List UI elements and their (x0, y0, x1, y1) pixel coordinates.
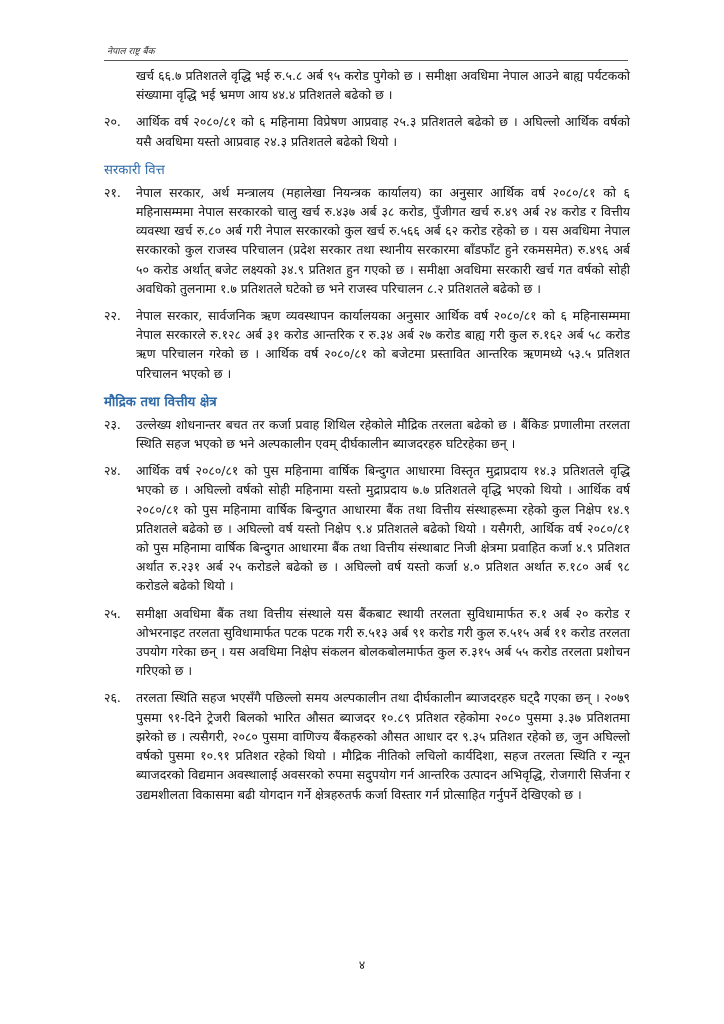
paragraph-23 (104, 415, 630, 453)
page-number: ४ (358, 958, 366, 972)
paragraph-25 (104, 604, 630, 681)
paragraph-26 (104, 688, 630, 803)
header-rule (104, 60, 628, 61)
paragraph-21 (104, 183, 630, 298)
paragraph-text: आर्थिक वर्ष २०८०/८१ को पुस महिनामा वार्षिक बिन्दुगत आधारमा विस्तृत मुद्राप्रदाय १४.३ प्रतिशतले वृद्धि भएको छ । अघिल्लो वर्षको सोही महिनामा यस्तो मुद्राप्रदाय ७.७ प्रतिशतले वृद्धि भएको थियो । आर्थिक वर्ष २०८०/८१ को पुस महिनामा वार्षिक बिन्दुगत आधारमा बैंक तथा वित्तीय संस्थाहरूमा रहेको कुल निक्षेप १४.९ प्रतिशतले बढेको छ । अघिल्लो वर्ष यस्तो निक्षेप ९.४ प्रतिशतले बढेको थियो । यसैगरी, आर्थिक वर्ष २०८०/८१ को पुस महिनामा वार्षिक बिन्दुगत आधारमा बैंक तथा वित्तीय संस्थाबाट निजी क्षेत्रमा प्रवाहित कर्जा ४.९ प्रतिशत अर्थात रु.२३१ अर्ब २५ करोडले बढेको छ । अघिल्लो वर्ष यस्तो कर्जा ४.० प्रतिशत अर्थात रु.१८० अर्ब ९८ करोडले बढेको थियो । (136, 463, 630, 594)
paragraph-text: उल्लेख्य शोधनान्तर बचत तर कर्जा प्रवाह शिथिल रहेकोले मौद्रिक तरलता बढेको छ । बैंकिङ प्रणालीमा तरलता स्थिति सहज भएको छ भने अल्पकालीन एवम् दीर्घकालीन ब्याजदरहरु घटिरहेका छन् । (136, 416, 630, 452)
section-heading-monetary-financial: मौद्रिक तथा वित्तीय क्षेत्र (104, 394, 217, 410)
paragraph-24 (104, 461, 630, 595)
paragraph-text: आर्थिक वर्ष २०८०/८१ को ६ महिनामा विप्रेषण आप्रवाह २५.३ प्रतिशतले बढेको छ । अघिल्लो आर्थिक वर्षको यसै अवधिमा यस्तो आप्रवाह २४.३ प्रतिशतले बढेको थियो । (136, 114, 630, 149)
paragraph-20 (104, 112, 630, 150)
page-content (104, 66, 630, 804)
paragraph-text: समीक्षा अवधिमा बैंक तथा वित्तीय संस्थाले यस बैंकबाट स्थायी तरलता सुविधामार्फत रु.१ अर्ब २० करोड र ओभरनाइट तरलता सुविधामार्फत पटक पटक गरी रु.५१३ अर्ब ९१ करोड गरी कुल रु.५१५ अर्ब ११ करोड तरलता उपयोग गरेका छन् । यस अवधिमा निक्षेप संकलन बोलकबोलमार्फत कुल रु.३१५ अर्ब ५५ करोड तरलता प्रशोचन गरिएको छ । (136, 605, 630, 679)
paragraph-number: २४. (104, 463, 121, 479)
running-header: नेपाल राष्ट्र बैंक (107, 47, 155, 57)
paragraph-text: तरलता स्थिति सहज भएसँगै पछिल्लो समय अल्पकालीन तथा दीर्घकालीन ब्याजदरहरु घट्दै गएका छन् । २०७९ पुसमा ९१-दिने ट्रेजरी बिलको भारित औसत ब्याजदर १०.८९ प्रतिशत रहेकोमा २०८० पुसमा ३.३७ प्रतिशतमा झरेको छ । त्यसैगरी, २०८० पुसमा वाणिज्य बैंकहरुको औसत आधार दर ९.३५ प्रतिशत रहेको छ, जुन अघिल्लो वर्षको पुसमा १०.९१ प्रतिशत रहेको थियो । मौद्रिक नीतिको लचिलो कार्यदिशा, सहज तरलता स्थिति र न्यून ब्याजदरको विद्यमान अवस्थालाई अवसरको रुपमा सदुपयोग गर्न आन्तरिक उत्पादन अभिवृद्धि, रोजगारी सिर्जना र उद्यमशीलता विकासमा बढी योगदान गर्ने क्षेत्रहरुतर्फ कर्जा विस्तार गर्न प्रोत्साहित गर्नुपर्ने देखिएको छ । (136, 690, 630, 802)
paragraph-number: २३. (104, 416, 121, 432)
paragraph-number: २१. (104, 184, 121, 200)
continued-paragraph: खर्च ६६.७ प्रतिशतले वृद्धि भई रु.५.८ अर्ब ९५ करोड पुगेको छ । समीक्षा अवधिमा नेपाल आउने बाह्य पर्यटकको संख्यामा वृद्धि भई भ्रमण आय ४४.४ प्रतिशतले बढेको छ । (136, 68, 630, 103)
paragraph-number: २६. (104, 690, 121, 706)
paragraph-number: २५. (104, 605, 121, 621)
paragraph-22 (104, 306, 630, 383)
paragraph-number: २०. (104, 114, 121, 130)
paragraph-number: २२. (104, 308, 121, 324)
paragraph-text: नेपाल सरकार, अर्थ मन्त्रालय (महालेखा नियन्त्रक कार्यालय) का अनुसार आर्थिक वर्ष २०८०/८१ को ६ महिनासम्ममा नेपाल सरकारको चालु खर्च रु.४३७ अर्ब ३८ करोड, पुँजीगत खर्च रु.४९ अर्ब २४ करोड र वित्तीय व्यवस्था खर्च रु.८० अर्ब गरी नेपाल सरकारको कुल खर्च रु.५६६ अर्ब ६२ करोड रहेको छ । यस अवधिमा नेपाल सरकारको कुल राजस्व परिचालन (प्रदेश सरकार तथा स्थानीय सरकारमा बाँडफाँट हुने रकमसमेत) रु.४९६ अर्ब ५० करोड अर्थात् बजेट लक्ष्यको ३४.९ प्रतिशत हुन गएको छ । समीक्षा अवधिमा सरकारी खर्च गत वर्षको सोही अवधिको तुलनामा १.७ प्रतिशतले घटेको छ भने राजस्व परिचालन ८.२ प्रतिशतले बढेको छ । (136, 184, 630, 296)
section-heading-government-finance: सरकारी वित्त (104, 162, 165, 178)
paragraph-text: नेपाल सरकार, सार्वजनिक ऋण व्यवस्थापन कार्यालयका अनुसार आर्थिक वर्ष २०८०/८१ को ६ महिनासम्ममा नेपाल सरकारले रु.१२८ अर्ब ३१ करोड आन्तरिक र रु.३४ अर्ब २७ करोड बाह्य गरी कुल रु.१६२ अर्ब ५८ करोड ऋण परिचालन गरेको छ । आर्थिक वर्ष २०८०/८१ को बजेटमा प्रस्तावित आन्तरिक ऋणमध्ये ५३.५ प्रतिशत परिचालन भएको छ । (136, 308, 630, 381)
